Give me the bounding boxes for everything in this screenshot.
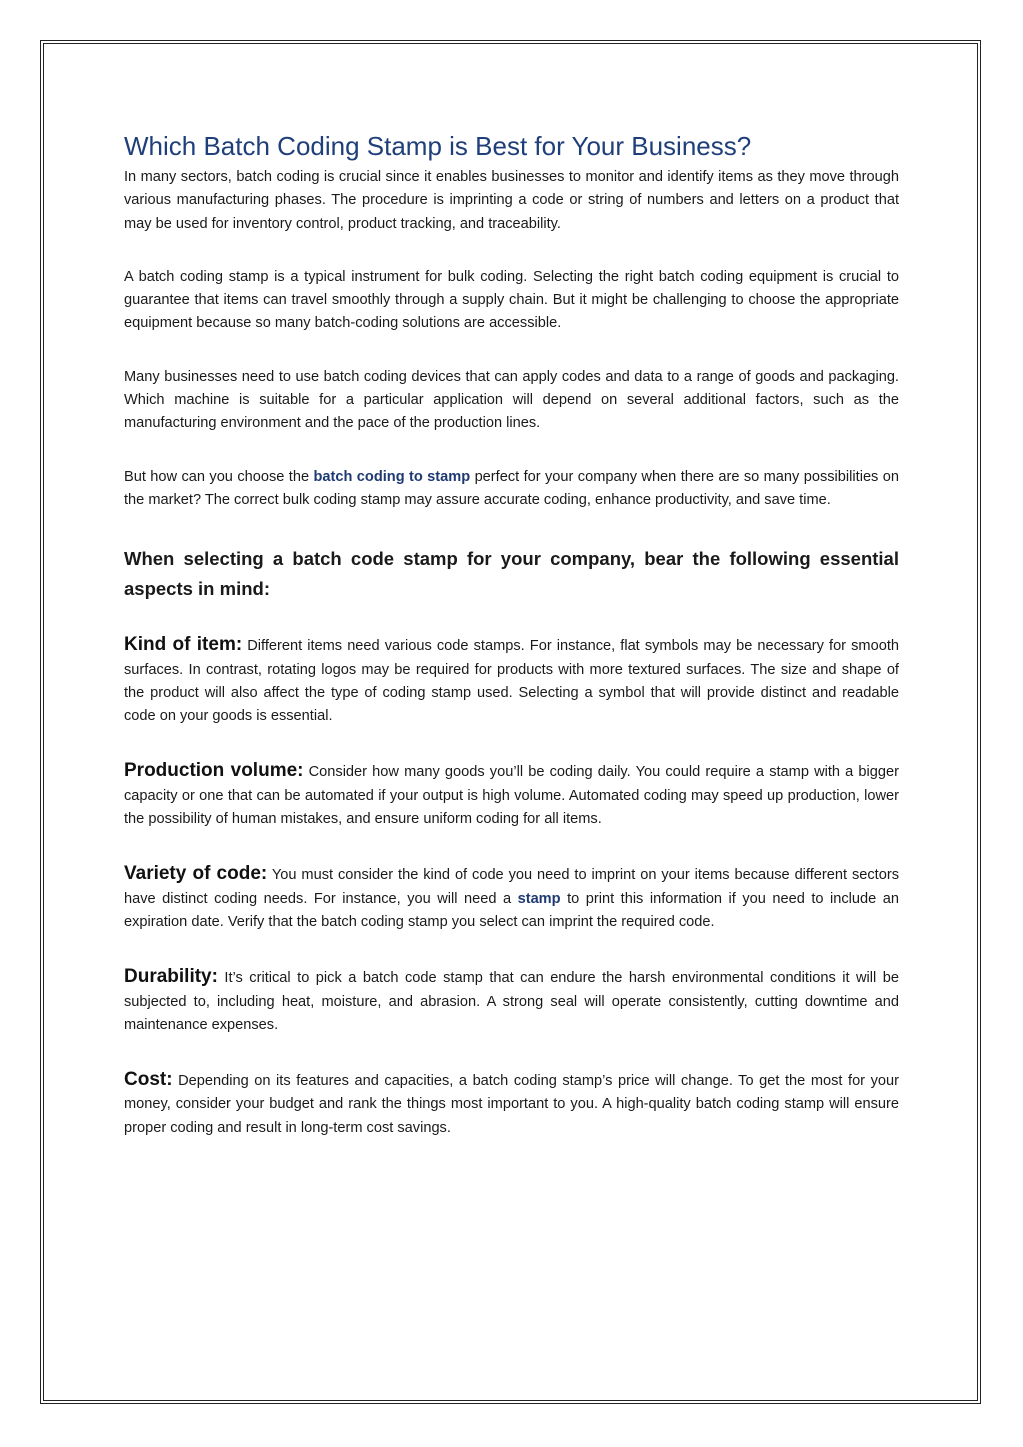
intro-paragraph-2: A batch coding stamp is a typical instrument for bulk coding. Selecting the right batch coding equipment is crucial to guarantee that items can travel smoothly through a supply chain. But it might be challenging to choose the appropriate equipment because so many batch-coding solutions are accessible. xyxy=(124,268,899,332)
paragraph-text: But how can you choose the xyxy=(124,468,314,485)
section-term: Cost: xyxy=(124,1069,173,1091)
section-text: You must consider the kind of code you need to imprint on your items because different sectors have distinct coding needs. For instance, you will need a xyxy=(124,867,899,907)
section-term: Kind of item: xyxy=(124,634,243,656)
batch-coding-stamp-link[interactable]: batch coding to stamp xyxy=(313,468,471,485)
intro-paragraph-4 xyxy=(124,466,899,513)
section-variety-of-code xyxy=(124,862,899,934)
section-cost xyxy=(124,1068,899,1140)
section-text: Different items need various code stamps. For instance, flat symbols may be necessary for smooth surfaces. In contrast, rotating logos may be required for products with more textured surfaces. The size and shape of the product will also affect the type of coding stamp used. Selecting a symbol that will provide distinct and readable code on your goods is essential. xyxy=(124,638,899,725)
section-term: Variety of code: xyxy=(124,863,268,885)
section-durability xyxy=(124,965,899,1037)
document-body xyxy=(124,128,899,1140)
paragraph-text: perfect for your company when there are so many possibilities on the market? The correct bulk coding stamp may assure accurate coding, enhance productivity, and save time. xyxy=(124,468,899,508)
section-text: Consider how many goods you’ll be coding daily. You could require a stamp with a bigger capacity or one that can be automated if your output is high volume. Automated coding may speed up production, lower the possibility of human mistakes, and ensure uniform coding for all items. xyxy=(124,764,899,828)
stamp-link[interactable]: stamp xyxy=(517,890,561,907)
section-heading: When selecting a batch code stamp for your company, bear the following essential aspects in mind: xyxy=(124,548,899,600)
section-term: Durability: xyxy=(124,966,218,988)
page-title: Which Batch Coding Stamp is Best for Your Business? xyxy=(124,131,752,161)
intro-paragraph-3: Many businesses need to use batch coding devices that can apply codes and data to a range of goods and packaging. Which machine is suitable for a particular application will depend on several additional factors, such as the manufacturing environment and the pace of the production lines. xyxy=(124,368,899,432)
section-text: It’s critical to pick a batch code stamp that can endure the harsh environmental conditions it will be subjected to, including heat, moisture, and abrasion. A strong seal will operate consistently, cutting downtime and maintenance expenses. xyxy=(124,970,899,1033)
section-kind-of-item xyxy=(124,633,899,728)
section-production-volume xyxy=(124,759,899,831)
intro-paragraph-1: In many sectors, batch coding is crucial since it enables businesses to monitor and identify items as they move through various manufacturing phases. The procedure is imprinting a code or string of numbers and letters on a product that may be used for inventory control, product tracking, and traceability. xyxy=(124,169,899,232)
section-term: Production volume: xyxy=(124,760,304,782)
section-text: Depending on its features and capacities, a batch coding stamp’s price will change. To get the most for your money, consider your budget and rank the things most important to you. A high-quality batch coding stamp will ensure proper coding and result in long-term cost savings. xyxy=(124,1073,899,1136)
section-text: to print this information if you need to include an expiration date. Verify that the batch coding stamp you select can imprint the required code. xyxy=(124,890,899,930)
